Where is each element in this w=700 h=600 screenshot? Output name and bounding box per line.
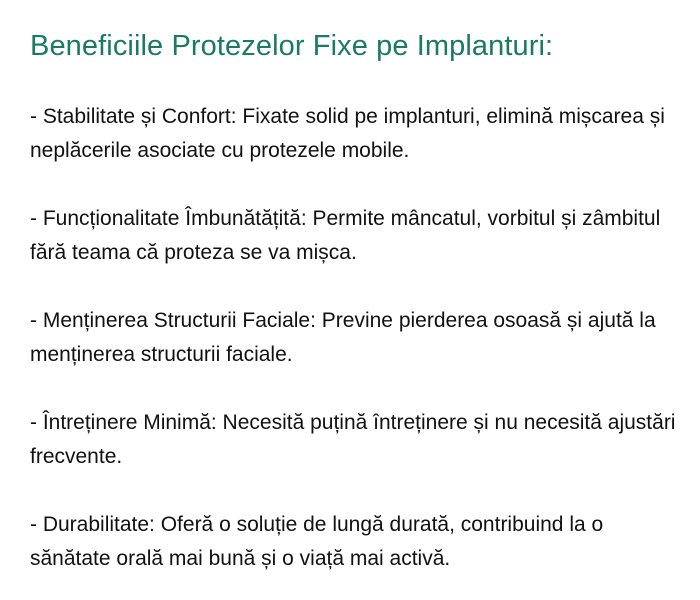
benefit-item: - Durabilitate: Oferă o soluție de lungă durată, contribuind la o sănătate orală mai bună și o viață mai activă. bbox=[30, 513, 604, 570]
benefit-item: - Întreținere Minimă: Necesită puțină întreținere și nu necesită ajustări frecvente. bbox=[30, 411, 676, 468]
benefit-item: - Funcționalitate Îmbunătățită: Permite mâncatul, vorbitul și zâmbitul fără teama că proteza se va mișca. bbox=[30, 207, 661, 264]
benefit-item: - Menținerea Structurii Faciale: Previne pierderea osoasă și ajută la menținerea structurii faciale. bbox=[30, 309, 656, 366]
benefit-item: - Stabilitate și Confort: Fixate solid pe implanturi, elimină mișcarea și neplăcerile asociate cu protezele mobile. bbox=[30, 105, 665, 162]
document-title: Beneficiile Protezelor Fixe pe Implanturi: bbox=[30, 30, 554, 62]
benefits-list bbox=[30, 100, 680, 576]
document-body bbox=[30, 26, 680, 576]
